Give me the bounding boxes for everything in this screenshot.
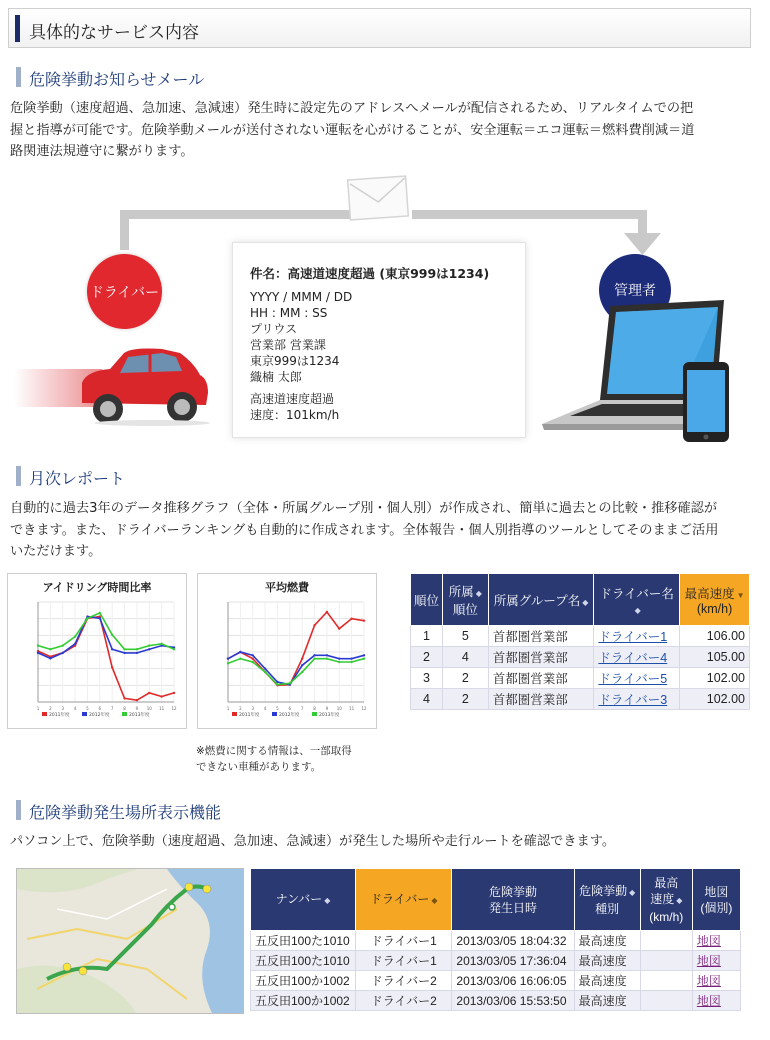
driver-link[interactable]: ドライバー3 (598, 693, 668, 707)
data-point (136, 652, 138, 654)
header-accent-bar (15, 15, 20, 42)
section2-description: 自動的に過去3年のデータ推移グラフ（全体・所属グループ別・個人別）が作成され、簡単に過去との比較・推移確認が できます。また、ドライバーランキングも自動的に作成されます。全体報告・個人別指導のツールとしてそのままご活用 いただけます。 (10, 501, 719, 559)
data-point (173, 648, 175, 650)
x-tick-label: 1 (36, 706, 40, 711)
data-point (326, 657, 328, 659)
data-point (338, 661, 340, 663)
table-row: 五反田100か1002 ドライバー2 2013/03/06 16:06:05 最高速度 地図 (251, 971, 741, 991)
x-tick-label: 2 (239, 706, 242, 711)
data-point (363, 619, 365, 621)
legend-swatch (232, 712, 237, 716)
x-tick-label: 4 (73, 706, 77, 711)
data-point (239, 657, 241, 659)
data-point (227, 662, 229, 664)
route-map[interactable] (16, 868, 244, 1014)
data-point (313, 657, 315, 659)
col-datetime[interactable]: 危険挙動 発生日時 (452, 869, 574, 931)
legend-label: 2011年度 (49, 713, 70, 718)
x-tick-label: 3 (251, 706, 255, 711)
section1-description: 危険挙動（速度超過、急加速、急減速）発生時に設定先のアドレスへメールが配信されるため、リアルタイムでの把 握と指導が可能です。危険挙動メールが送付されない運転を心がけることが、安全運転＝エコ運転＝燃料費削減＝道 路関連法規遵守に繋がります。 (10, 101, 695, 159)
series-line (38, 617, 174, 701)
legend-label: 2012年度 (89, 713, 110, 718)
data-point (148, 692, 150, 694)
data-point (252, 657, 254, 659)
data-point (276, 683, 278, 685)
driver-link[interactable]: ドライバー4 (598, 651, 668, 665)
x-tick-label: 11 (159, 706, 165, 711)
x-tick-label: 11 (349, 706, 355, 711)
data-point (136, 648, 138, 650)
driver-link[interactable]: ドライバー5 (598, 672, 668, 686)
data-point (49, 648, 51, 650)
legend-label: 2012年度 (279, 713, 300, 718)
data-point (363, 654, 365, 656)
map-link[interactable]: 地図 (696, 954, 721, 968)
legend-label: 2013年度 (319, 713, 340, 718)
table-row: 五反田100た1010 ドライバー1 2013/03/05 18:04:32 最高速度 地図 (251, 931, 741, 951)
data-point (111, 634, 113, 636)
legend-label: 2011年度 (239, 713, 260, 718)
legend-swatch (42, 712, 47, 716)
data-point (350, 617, 352, 619)
mail-subject: 件名：高速道速度超過 (東京999は1234) (250, 266, 490, 281)
col-group[interactable]: 所属グループ名 ◆ (488, 574, 594, 626)
driver-circle: ドライバー (87, 254, 162, 329)
x-tick-label: 9 (135, 706, 139, 711)
envelope-icon (346, 174, 410, 222)
data-point (62, 652, 64, 654)
laptop-phone-illustration (540, 296, 755, 444)
data-point (99, 612, 101, 614)
x-tick-label: 7 (110, 706, 114, 711)
x-tick-label: 6 (288, 706, 292, 711)
manager-circle: 管理者 (599, 254, 671, 326)
data-point (313, 624, 315, 626)
data-point (62, 644, 64, 646)
x-tick-label: 9 (325, 706, 329, 711)
col-map[interactable]: 地図 (個別) (692, 869, 740, 931)
x-tick-label: 10 (146, 706, 152, 711)
x-tick-label: 10 (336, 706, 342, 711)
data-point (37, 652, 39, 654)
data-point (74, 643, 76, 645)
x-tick-label: 2 (49, 706, 52, 711)
data-point (37, 644, 39, 646)
x-tick-label: 6 (98, 706, 102, 711)
data-point (160, 695, 162, 697)
data-point (313, 654, 315, 656)
col-max-speed[interactable]: 最高速度 ▼ (km/h) (680, 574, 750, 626)
col-speed[interactable]: 最高 速度 ◆ (km/h) (640, 869, 692, 931)
data-point (74, 635, 76, 637)
data-point (49, 657, 51, 659)
x-tick-label: 3 (61, 706, 65, 711)
data-point (86, 617, 88, 619)
data-point (173, 692, 175, 694)
legend-swatch (272, 712, 277, 716)
data-point (301, 664, 303, 666)
data-point (111, 648, 113, 650)
avg-fuel-chart (197, 573, 377, 729)
data-point (301, 657, 303, 659)
x-tick-label: 5 (86, 706, 89, 711)
data-point (148, 648, 150, 650)
table-row: 五反田100か1002 ドライバー2 2013/03/06 15:53:50 最高速度 地図 (251, 991, 741, 1011)
data-point (350, 657, 352, 659)
x-tick-label: 8 (123, 706, 126, 711)
map-link[interactable]: 地図 (696, 934, 721, 948)
data-point (289, 682, 291, 684)
table-row: 4 2 首都圏営業部 ドライバー3 102.00 (411, 689, 750, 710)
table-row: 1 5 首都圏営業部 ドライバー1 106.00 (411, 626, 750, 647)
data-point (123, 697, 125, 699)
driver-ranking-table (410, 573, 750, 710)
data-point (326, 654, 328, 656)
legend-label: 2013年度 (129, 713, 150, 718)
col-type[interactable]: 危険挙動 ◆ 種別 (574, 869, 640, 931)
table-row: 五反田100た1010 ドライバー1 2013/03/05 17:36:04 最高速度 地図 (251, 951, 741, 971)
idling-ratio-chart (7, 573, 187, 729)
data-point (264, 667, 266, 669)
data-point (350, 661, 352, 663)
data-point (252, 654, 254, 656)
x-tick-label: 5 (276, 706, 279, 711)
data-point (338, 657, 340, 659)
chart-title: アイドリング時間比率 (42, 581, 152, 594)
section3-description: パソコン上で、危険挙動（速度超過、急加速、急減速）が発生した場所や走行ルートを確認できます。 (10, 834, 616, 849)
data-point (99, 617, 101, 619)
x-tick-label: 1 (226, 706, 230, 711)
mail-body: YYYY / MMM / DD HH : MM : SS プリウス 営業部 営業課 東京999は1234 織楠 太郎 高速道速度超過 速度：101km/h (250, 290, 353, 422)
col-rank[interactable]: 順位 (411, 574, 443, 626)
driver-link[interactable]: ドライバー1 (598, 630, 668, 644)
table-row: 2 4 首都圏営業部 ドライバー4 105.00 (411, 647, 750, 668)
data-point (136, 699, 138, 701)
data-point (363, 657, 365, 659)
x-tick-label: 7 (300, 706, 304, 711)
x-tick-label: 12 (361, 706, 367, 711)
x-tick-label: 4 (263, 706, 267, 711)
page-header (8, 8, 751, 48)
flow-line-left-down (120, 210, 129, 250)
flow-line-right (412, 210, 647, 219)
map-link[interactable]: 地図 (696, 994, 721, 1008)
mail-preview-card (232, 242, 526, 438)
map-link[interactable]: 地図 (696, 974, 721, 988)
data-point (252, 661, 254, 663)
col-driver[interactable]: ドライバー名◆ (594, 574, 680, 626)
flow-line-left (120, 210, 352, 219)
legend-swatch (122, 712, 127, 716)
legend-swatch (312, 712, 317, 716)
data-point (160, 643, 162, 645)
data-point (123, 652, 125, 654)
col-driver[interactable]: ドライバー ◆ (356, 869, 452, 931)
danger-location-table (250, 868, 741, 1011)
car-illustration (12, 345, 212, 427)
table-row: 3 2 首都圏営業部 ドライバー5 102.00 (411, 668, 750, 689)
data-point (239, 651, 241, 653)
data-point (227, 657, 229, 659)
data-point (123, 648, 125, 650)
x-tick-label: 8 (313, 706, 316, 711)
col-number[interactable]: ナンバー ◆ (251, 869, 356, 931)
data-point (326, 611, 328, 613)
chart-title: 平均燃費 (265, 581, 309, 594)
fuel-note: ※燃費に関する情報は、一部取得 できない車種があります。 (196, 745, 352, 773)
col-group-rank[interactable]: 所属 ◆ 順位 (442, 574, 488, 626)
page-title: 具体的なサービス内容 (29, 23, 199, 43)
data-point (111, 666, 113, 668)
x-tick-label: 12 (171, 706, 177, 711)
data-point (264, 671, 266, 673)
legend-swatch (82, 712, 87, 716)
data-point (301, 671, 303, 673)
data-point (148, 644, 150, 646)
data-point (338, 627, 340, 629)
